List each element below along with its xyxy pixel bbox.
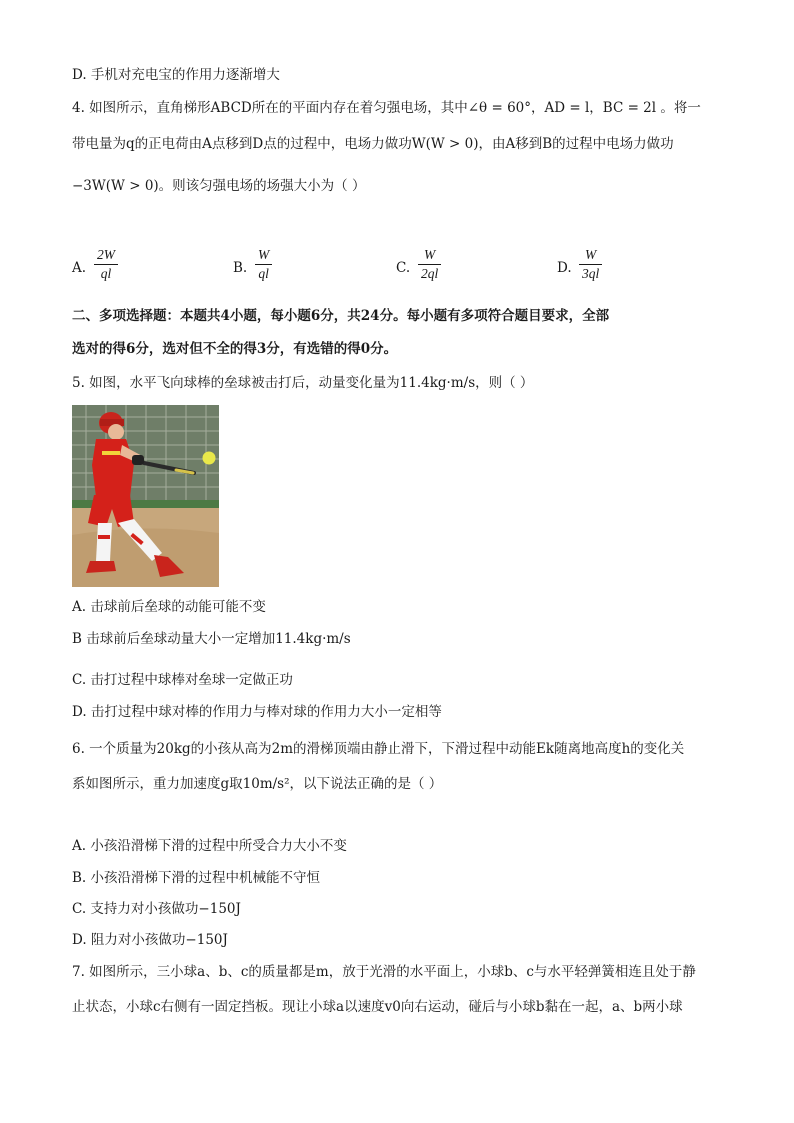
- q5-stem: 5. 如图，水平飞向球棒的垒球被击打后，动量变化量为11.4kg·m/s，则（ ）: [72, 375, 534, 391]
- q5-option-c[interactable]: C. 击打过程中球棒对垒球一定做正功: [72, 672, 293, 688]
- q6-option-d[interactable]: D. 阻力对小孩做功−150J: [72, 932, 228, 948]
- q4-stem-line-2: 带电量为q的正电荷由A点移到D点的过程中，电场力做功W(W > 0)，由A移到B的过程中电场力做功: [72, 136, 674, 152]
- q7-stem-line-1: 7. 如图所示，三小球a、b、c的质量都是m，放于光滑的水平面上，小球b、c与水平轻弹簧相连且处于静: [72, 964, 696, 980]
- option-label: B.: [233, 260, 248, 276]
- q7-stem-line-2: 止状态，小球c右侧有一固定挡板。现让小球a以速度v0向右运动，碰后与小球b黏在一起，a、b两小球: [72, 999, 683, 1015]
- section-2-heading-line-1: 二、多项选择题：本题共4小题，每小题6分，共24分。每小题有多项符合题目要求，全部: [72, 308, 610, 324]
- q3-option-d: D. 手机对充电宝的作用力逐渐增大: [72, 67, 280, 83]
- q4-stem-line-1: 4. 如图所示，直角梯形ABCD所在的平面内存在着匀强电场，其中∠θ = 60°，AD = l，BC = 2l 。将一: [72, 100, 701, 116]
- fraction: [255, 246, 272, 283]
- q5-option-d[interactable]: D. 击打过程中球对棒的作用力与棒对球的作用力大小一定相等: [72, 704, 442, 720]
- q6-stem-line-1: 6. 一个质量为20kg的小孩从高为2m的滑梯顶端由静止滑下，下滑过程中动能Ek随离地高度h的变化关: [72, 741, 685, 757]
- q6-option-c[interactable]: C. 支持力对小孩做功−150J: [72, 901, 241, 917]
- q6-option-b[interactable]: B. 小孩沿滑梯下滑的过程中机械能不守恒: [72, 870, 321, 886]
- fraction: [418, 246, 441, 283]
- option-label: A.: [72, 260, 87, 276]
- section-2-heading-line-2: 选对的得6分，选对但不全的得3分，有选错的得0分。: [72, 341, 398, 357]
- denominator: 3ql: [582, 266, 600, 281]
- numerator: W: [424, 247, 436, 262]
- numerator: W: [585, 247, 597, 262]
- softball-batter-photo: [72, 405, 219, 587]
- q5-option-a[interactable]: A. 击球前后垒球的动能可能不变: [72, 599, 266, 615]
- denominator: ql: [100, 266, 112, 281]
- option-label: C.: [396, 260, 411, 276]
- option-label: D.: [557, 260, 572, 276]
- denominator: 2ql: [421, 266, 439, 281]
- numerator: W: [258, 247, 270, 262]
- fraction: [579, 246, 602, 283]
- q6-stem-line-2: 系如图所示，重力加速度g取10m/s²，以下说法正确的是（ ）: [72, 776, 443, 792]
- numerator: 2W: [97, 247, 115, 262]
- q6-option-a[interactable]: A. 小孩沿滑梯下滑的过程中所受合力大小不变: [72, 838, 347, 854]
- fraction: [94, 246, 118, 283]
- denominator: ql: [258, 266, 269, 281]
- q4-stem-line-3: −3W(W > 0)。则该匀强电场的场强大小为（ ）: [72, 178, 366, 194]
- q5-option-b[interactable]: B 击球前后垒球动量大小一定增加11.4kg·m/s: [72, 631, 351, 647]
